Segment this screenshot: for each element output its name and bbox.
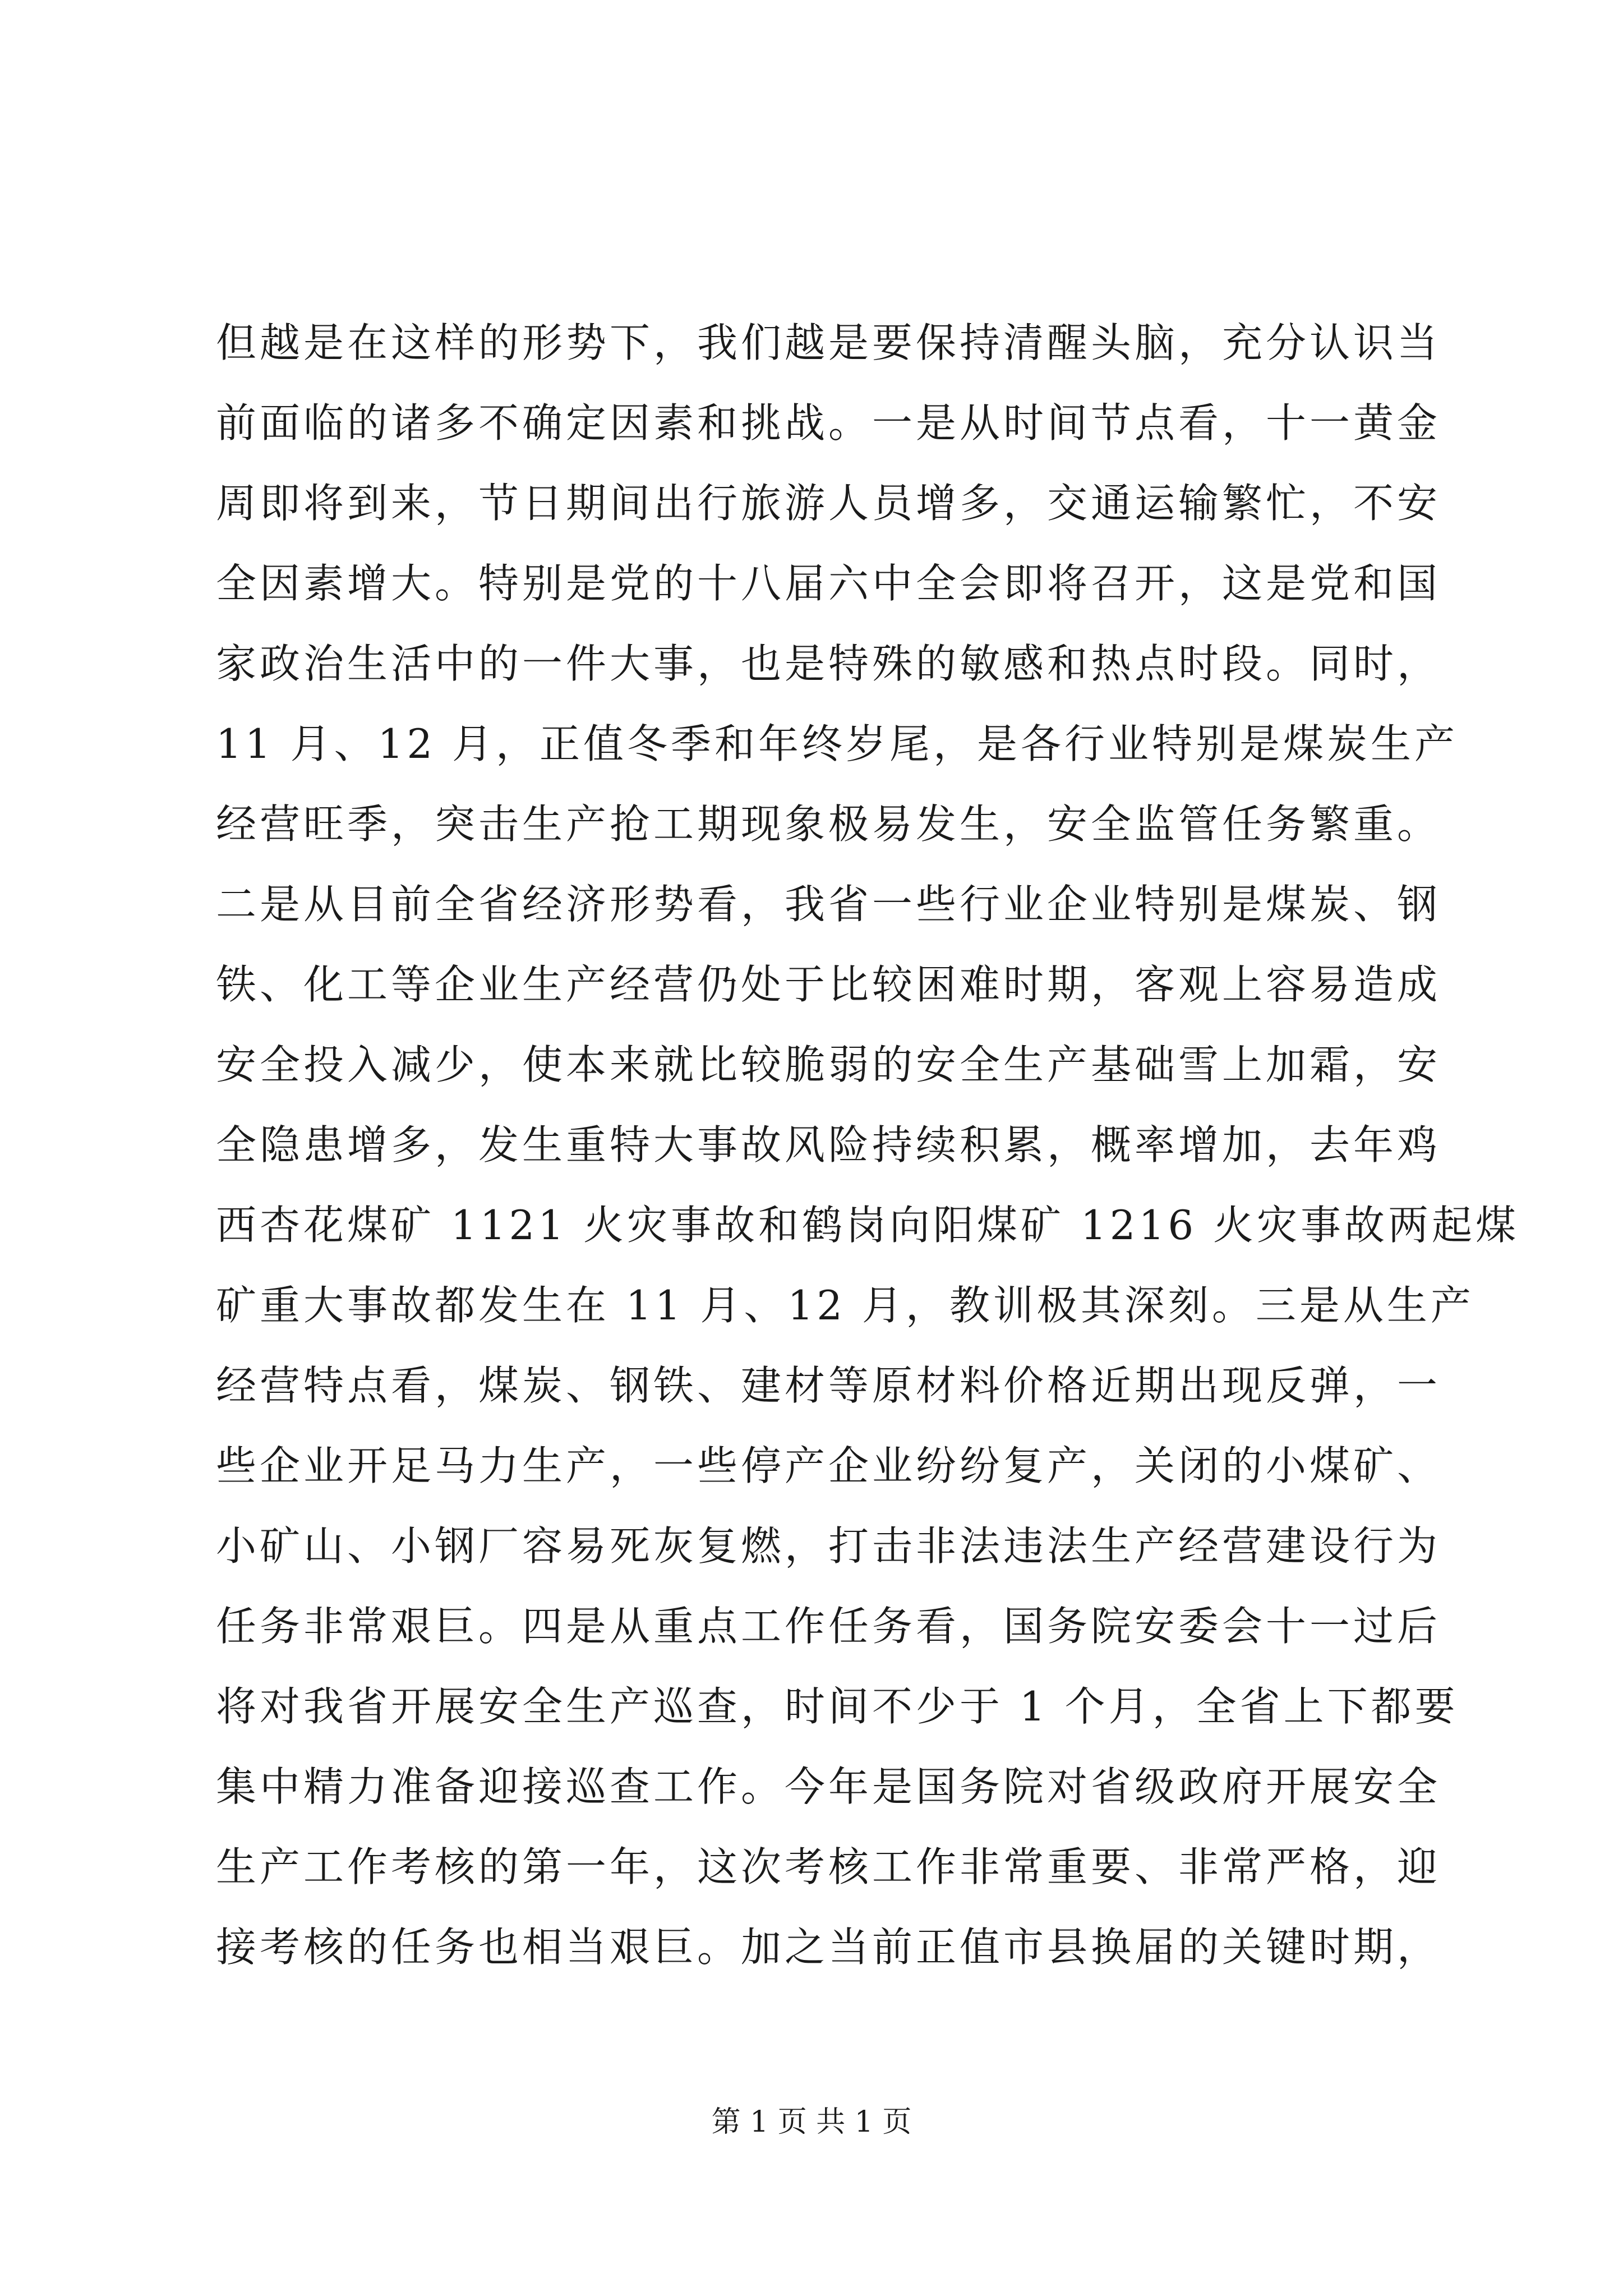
text-line: 集中精力准备迎接巡查工作。今年是国务院对省级政府开展安全 [216,1763,1441,1810]
text-line: 二是从目前全省经济形势看，我省一些行业企业特别是煤炭、钢 [216,881,1441,928]
text-line: 经营旺季，突击生产抢工期现象极易发生，安全监管任务繁重。 [216,800,1441,848]
page-footer: 第 1 页 共 1 页 [711,2105,912,2139]
text-line: 小矿山、小钢厂容易死灰复燃，打击非法违法生产经营建设行为 [216,1522,1441,1570]
text-line: 生产工作考核的第一年，这次考核工作非常重要、非常严格，迎 [216,1843,1441,1890]
text-line: 前面临的诸多不确定因素和挑战。一是从时间节点看，十一黄金 [216,399,1441,447]
text-line: 全隐患增多，发生重特大事故风险持续积累，概率增加，去年鸡 [216,1121,1441,1168]
text-line: 经营特点看，煤炭、钢铁、建材等原材料价格近期出现反弹，一 [216,1362,1441,1409]
text-line: 家政治生活中的一件大事，也是特殊的敏感和热点时段。同时， [216,640,1441,687]
text-line: 11 月、12 月，正值冬季和年终岁尾，是各行业特别是煤炭生产 [216,720,1459,767]
body-text [216,303,1520,1987]
text-line: 周即将到来，节日期间出行旅游人员增多，交通运输繁忙，不安 [216,480,1441,527]
text-line: 铁、化工等企业生产经营仍处于比较困难时期，客观上容易造成 [216,961,1441,1008]
text-line: 全因素增大。特别是党的十八届六中全会即将召开，这是党和国 [216,560,1441,607]
text-line: 些企业开足马力生产，一些停产企业纷纷复产，关闭的小煤矿、 [216,1442,1441,1489]
text-line: 西杏花煤矿 1121 火灾事故和鹤岗向阳煤矿 1216 火灾事故两起煤 [216,1202,1520,1249]
text-line: 矿重大事故都发生在 11 月、12 月，教训极其深刻。三是从生产 [216,1282,1474,1329]
text-line: 将对我省开展安全生产巡查，时间不少于 1 个月，全省上下都要 [216,1683,1459,1730]
text-line: 接考核的任务也相当艰巨。加之当前正值市县换届的关键时期， [216,1924,1441,1971]
text-line: 但越是在这样的形势下，我们越是要保持清醒头脑，充分认识当 [216,319,1441,366]
text-line: 任务非常艰巨。四是从重点工作任务看，国务院安委会十一过后 [216,1603,1441,1650]
text-line: 安全投入减少，使本来就比较脆弱的安全生产基础雪上加霜，安 [216,1041,1441,1088]
